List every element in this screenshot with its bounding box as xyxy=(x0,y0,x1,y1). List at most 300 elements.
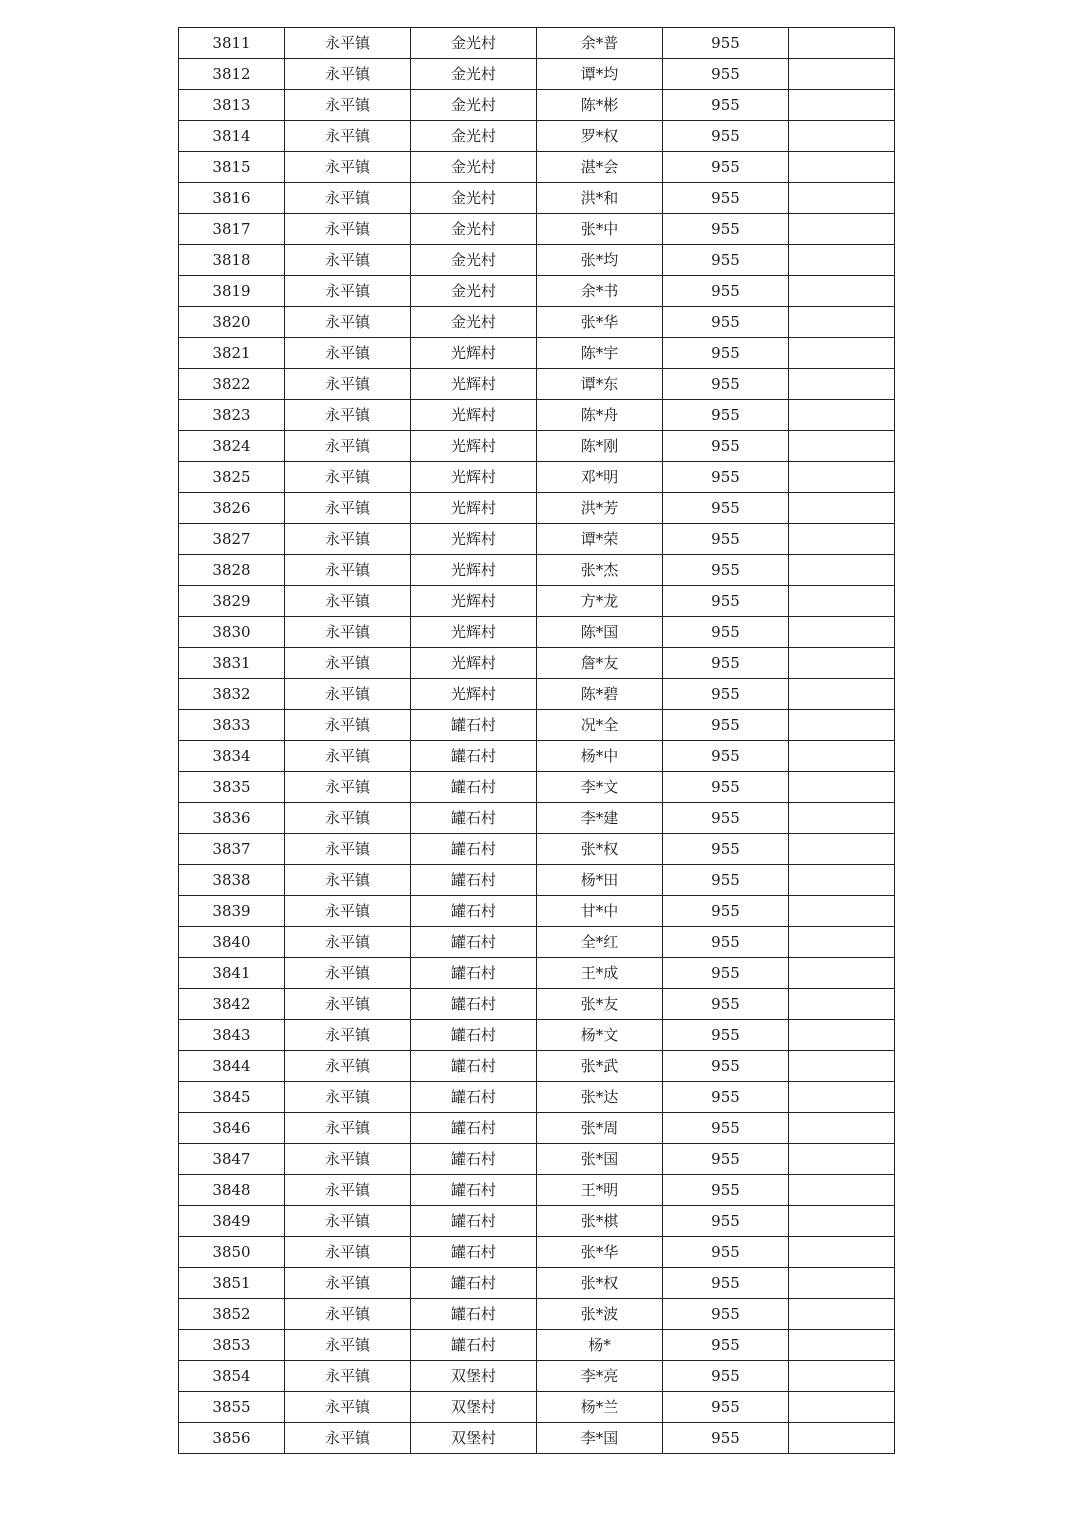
table-row xyxy=(179,1051,895,1082)
amount-cell: 955 xyxy=(663,1082,789,1113)
village-cell: 罐石村 xyxy=(411,1144,537,1175)
seq-cell: 3816 xyxy=(179,183,285,214)
seq-cell: 3853 xyxy=(179,1330,285,1361)
village-cell: 罐石村 xyxy=(411,1268,537,1299)
town-cell: 永平镇 xyxy=(285,989,411,1020)
amount-cell: 955 xyxy=(663,1330,789,1361)
town-cell: 永平镇 xyxy=(285,1051,411,1082)
remark-cell xyxy=(789,1113,895,1144)
table-row xyxy=(179,989,895,1020)
town-cell: 永平镇 xyxy=(285,245,411,276)
amount-cell: 955 xyxy=(663,710,789,741)
remark-cell xyxy=(789,648,895,679)
village-cell: 金光村 xyxy=(411,28,537,59)
remark-cell xyxy=(789,1299,895,1330)
amount-cell: 955 xyxy=(663,679,789,710)
town-cell: 永平镇 xyxy=(285,1268,411,1299)
remark-cell xyxy=(789,555,895,586)
amount-cell: 955 xyxy=(663,1175,789,1206)
table-row xyxy=(179,307,895,338)
town-cell: 永平镇 xyxy=(285,1299,411,1330)
village-cell: 光辉村 xyxy=(411,431,537,462)
amount-cell: 955 xyxy=(663,152,789,183)
town-cell: 永平镇 xyxy=(285,1237,411,1268)
amount-cell: 955 xyxy=(663,1206,789,1237)
name-cell: 张*国 xyxy=(537,1144,663,1175)
amount-cell: 955 xyxy=(663,834,789,865)
village-cell: 金光村 xyxy=(411,121,537,152)
village-cell: 光辉村 xyxy=(411,555,537,586)
records-table xyxy=(178,27,895,1454)
name-cell: 詹*友 xyxy=(537,648,663,679)
name-cell: 邓*明 xyxy=(537,462,663,493)
town-cell: 永平镇 xyxy=(285,1423,411,1454)
table-row xyxy=(179,741,895,772)
seq-cell: 3851 xyxy=(179,1268,285,1299)
table-row xyxy=(179,958,895,989)
table-row xyxy=(179,524,895,555)
amount-cell: 955 xyxy=(663,1144,789,1175)
seq-cell: 3821 xyxy=(179,338,285,369)
seq-cell: 3835 xyxy=(179,772,285,803)
seq-cell: 3824 xyxy=(179,431,285,462)
village-cell: 罐石村 xyxy=(411,834,537,865)
table-row xyxy=(179,1330,895,1361)
table-row xyxy=(179,927,895,958)
amount-cell: 955 xyxy=(663,648,789,679)
remark-cell xyxy=(789,927,895,958)
remark-cell xyxy=(789,679,895,710)
seq-cell: 3829 xyxy=(179,586,285,617)
table-row xyxy=(179,276,895,307)
remark-cell xyxy=(789,462,895,493)
town-cell: 永平镇 xyxy=(285,121,411,152)
seq-cell: 3826 xyxy=(179,493,285,524)
remark-cell xyxy=(789,1175,895,1206)
table-row xyxy=(179,772,895,803)
village-cell: 罐石村 xyxy=(411,1299,537,1330)
name-cell: 张*中 xyxy=(537,214,663,245)
village-cell: 罐石村 xyxy=(411,1206,537,1237)
amount-cell: 955 xyxy=(663,28,789,59)
town-cell: 永平镇 xyxy=(285,369,411,400)
table-row xyxy=(179,555,895,586)
name-cell: 张*波 xyxy=(537,1299,663,1330)
table-row xyxy=(179,1020,895,1051)
amount-cell: 955 xyxy=(663,803,789,834)
remark-cell xyxy=(789,1268,895,1299)
seq-cell: 3819 xyxy=(179,276,285,307)
village-cell: 光辉村 xyxy=(411,679,537,710)
table-row xyxy=(179,1237,895,1268)
amount-cell: 955 xyxy=(663,214,789,245)
village-cell: 光辉村 xyxy=(411,524,537,555)
amount-cell: 955 xyxy=(663,555,789,586)
name-cell: 陈*彬 xyxy=(537,90,663,121)
name-cell: 张*周 xyxy=(537,1113,663,1144)
seq-cell: 3840 xyxy=(179,927,285,958)
table-row xyxy=(179,834,895,865)
table-row xyxy=(179,710,895,741)
town-cell: 永平镇 xyxy=(285,1392,411,1423)
town-cell: 永平镇 xyxy=(285,1020,411,1051)
town-cell: 永平镇 xyxy=(285,803,411,834)
table-row xyxy=(179,1299,895,1330)
seq-cell: 3815 xyxy=(179,152,285,183)
name-cell: 陈*碧 xyxy=(537,679,663,710)
seq-cell: 3848 xyxy=(179,1175,285,1206)
seq-cell: 3845 xyxy=(179,1082,285,1113)
seq-cell: 3825 xyxy=(179,462,285,493)
remark-cell xyxy=(789,1020,895,1051)
remark-cell xyxy=(789,1144,895,1175)
name-cell: 杨* xyxy=(537,1330,663,1361)
town-cell: 永平镇 xyxy=(285,1175,411,1206)
amount-cell: 955 xyxy=(663,1299,789,1330)
table-row xyxy=(179,1113,895,1144)
town-cell: 永平镇 xyxy=(285,710,411,741)
table-row xyxy=(179,400,895,431)
amount-cell: 955 xyxy=(663,431,789,462)
amount-cell: 955 xyxy=(663,245,789,276)
village-cell: 罐石村 xyxy=(411,1051,537,1082)
name-cell: 张*友 xyxy=(537,989,663,1020)
village-cell: 金光村 xyxy=(411,214,537,245)
town-cell: 永平镇 xyxy=(285,865,411,896)
amount-cell: 955 xyxy=(663,338,789,369)
remark-cell xyxy=(789,152,895,183)
name-cell: 李*建 xyxy=(537,803,663,834)
table-row xyxy=(179,865,895,896)
amount-cell: 955 xyxy=(663,896,789,927)
town-cell: 永平镇 xyxy=(285,338,411,369)
town-cell: 永平镇 xyxy=(285,462,411,493)
remark-cell xyxy=(789,741,895,772)
town-cell: 永平镇 xyxy=(285,431,411,462)
seq-cell: 3838 xyxy=(179,865,285,896)
village-cell: 金光村 xyxy=(411,59,537,90)
remark-cell xyxy=(789,369,895,400)
table-row xyxy=(179,803,895,834)
seq-cell: 3856 xyxy=(179,1423,285,1454)
town-cell: 永平镇 xyxy=(285,524,411,555)
name-cell: 全*红 xyxy=(537,927,663,958)
name-cell: 洪*芳 xyxy=(537,493,663,524)
table-row xyxy=(179,1268,895,1299)
amount-cell: 955 xyxy=(663,183,789,214)
amount-cell: 955 xyxy=(663,90,789,121)
seq-cell: 3842 xyxy=(179,989,285,1020)
seq-cell: 3830 xyxy=(179,617,285,648)
remark-cell xyxy=(789,772,895,803)
village-cell: 金光村 xyxy=(411,276,537,307)
amount-cell: 955 xyxy=(663,989,789,1020)
village-cell: 光辉村 xyxy=(411,493,537,524)
table-row xyxy=(179,586,895,617)
seq-cell: 3841 xyxy=(179,958,285,989)
seq-cell: 3813 xyxy=(179,90,285,121)
remark-cell xyxy=(789,28,895,59)
seq-cell: 3837 xyxy=(179,834,285,865)
amount-cell: 955 xyxy=(663,307,789,338)
town-cell: 永平镇 xyxy=(285,493,411,524)
table-row xyxy=(179,121,895,152)
village-cell: 金光村 xyxy=(411,152,537,183)
remark-cell xyxy=(789,307,895,338)
remark-cell xyxy=(789,1330,895,1361)
remark-cell xyxy=(789,121,895,152)
village-cell: 光辉村 xyxy=(411,648,537,679)
amount-cell: 955 xyxy=(663,927,789,958)
table-row xyxy=(179,1144,895,1175)
table-row xyxy=(179,214,895,245)
amount-cell: 955 xyxy=(663,276,789,307)
village-cell: 罐石村 xyxy=(411,1237,537,1268)
name-cell: 方*龙 xyxy=(537,586,663,617)
seq-cell: 3820 xyxy=(179,307,285,338)
name-cell: 陈*舟 xyxy=(537,400,663,431)
remark-cell xyxy=(789,1392,895,1423)
remark-cell xyxy=(789,1082,895,1113)
amount-cell: 955 xyxy=(663,1020,789,1051)
name-cell: 杨*中 xyxy=(537,741,663,772)
table-row xyxy=(179,896,895,927)
village-cell: 金光村 xyxy=(411,245,537,276)
name-cell: 湛*会 xyxy=(537,152,663,183)
name-cell: 陈*国 xyxy=(537,617,663,648)
village-cell: 光辉村 xyxy=(411,617,537,648)
table-row xyxy=(179,1175,895,1206)
seq-cell: 3823 xyxy=(179,400,285,431)
table-row xyxy=(179,369,895,400)
name-cell: 余*普 xyxy=(537,28,663,59)
name-cell: 余*书 xyxy=(537,276,663,307)
name-cell: 李*文 xyxy=(537,772,663,803)
remark-cell xyxy=(789,90,895,121)
remark-cell xyxy=(789,896,895,927)
town-cell: 永平镇 xyxy=(285,1113,411,1144)
amount-cell: 955 xyxy=(663,524,789,555)
village-cell: 罐石村 xyxy=(411,1020,537,1051)
seq-cell: 3822 xyxy=(179,369,285,400)
name-cell: 张*华 xyxy=(537,1237,663,1268)
village-cell: 罐石村 xyxy=(411,927,537,958)
remark-cell xyxy=(789,834,895,865)
table-row xyxy=(179,59,895,90)
name-cell: 谭*均 xyxy=(537,59,663,90)
table-row xyxy=(179,1392,895,1423)
seq-cell: 3844 xyxy=(179,1051,285,1082)
village-cell: 罐石村 xyxy=(411,710,537,741)
town-cell: 永平镇 xyxy=(285,927,411,958)
name-cell: 李*国 xyxy=(537,1423,663,1454)
village-cell: 双堡村 xyxy=(411,1423,537,1454)
town-cell: 永平镇 xyxy=(285,183,411,214)
town-cell: 永平镇 xyxy=(285,741,411,772)
remark-cell xyxy=(789,803,895,834)
remark-cell xyxy=(789,865,895,896)
name-cell: 甘*中 xyxy=(537,896,663,927)
name-cell: 张*达 xyxy=(537,1082,663,1113)
amount-cell: 955 xyxy=(663,586,789,617)
table-row xyxy=(179,90,895,121)
table-row xyxy=(179,1361,895,1392)
seq-cell: 3846 xyxy=(179,1113,285,1144)
town-cell: 永平镇 xyxy=(285,276,411,307)
table-row xyxy=(179,1206,895,1237)
table-row xyxy=(179,152,895,183)
seq-cell: 3811 xyxy=(179,28,285,59)
seq-cell: 3814 xyxy=(179,121,285,152)
amount-cell: 955 xyxy=(663,1051,789,1082)
seq-cell: 3836 xyxy=(179,803,285,834)
remark-cell xyxy=(789,338,895,369)
town-cell: 永平镇 xyxy=(285,1144,411,1175)
seq-cell: 3854 xyxy=(179,1361,285,1392)
seq-cell: 3834 xyxy=(179,741,285,772)
village-cell: 罐石村 xyxy=(411,958,537,989)
town-cell: 永平镇 xyxy=(285,617,411,648)
remark-cell xyxy=(789,400,895,431)
table-row xyxy=(179,338,895,369)
seq-cell: 3818 xyxy=(179,245,285,276)
seq-cell: 3831 xyxy=(179,648,285,679)
seq-cell: 3847 xyxy=(179,1144,285,1175)
remark-cell xyxy=(789,493,895,524)
name-cell: 杨*兰 xyxy=(537,1392,663,1423)
town-cell: 永平镇 xyxy=(285,1330,411,1361)
village-cell: 罐石村 xyxy=(411,1113,537,1144)
town-cell: 永平镇 xyxy=(285,679,411,710)
town-cell: 永平镇 xyxy=(285,59,411,90)
town-cell: 永平镇 xyxy=(285,834,411,865)
seq-cell: 3827 xyxy=(179,524,285,555)
amount-cell: 955 xyxy=(663,121,789,152)
seq-cell: 3852 xyxy=(179,1299,285,1330)
name-cell: 张*杰 xyxy=(537,555,663,586)
amount-cell: 955 xyxy=(663,59,789,90)
seq-cell: 3855 xyxy=(179,1392,285,1423)
remark-cell xyxy=(789,59,895,90)
table-row xyxy=(179,679,895,710)
table-row xyxy=(179,28,895,59)
name-cell: 杨*田 xyxy=(537,865,663,896)
amount-cell: 955 xyxy=(663,1268,789,1299)
name-cell: 谭*东 xyxy=(537,369,663,400)
name-cell: 谭*荣 xyxy=(537,524,663,555)
town-cell: 永平镇 xyxy=(285,152,411,183)
name-cell: 张*均 xyxy=(537,245,663,276)
name-cell: 张*权 xyxy=(537,834,663,865)
amount-cell: 955 xyxy=(663,865,789,896)
seq-cell: 3839 xyxy=(179,896,285,927)
village-cell: 光辉村 xyxy=(411,462,537,493)
table-row xyxy=(179,462,895,493)
village-cell: 罐石村 xyxy=(411,1175,537,1206)
amount-cell: 955 xyxy=(663,1423,789,1454)
name-cell: 陈*宇 xyxy=(537,338,663,369)
amount-cell: 955 xyxy=(663,493,789,524)
table-row xyxy=(179,493,895,524)
remark-cell xyxy=(789,1051,895,1082)
table-row xyxy=(179,431,895,462)
seq-cell: 3849 xyxy=(179,1206,285,1237)
village-cell: 金光村 xyxy=(411,90,537,121)
table-row xyxy=(179,1423,895,1454)
town-cell: 永平镇 xyxy=(285,400,411,431)
remark-cell xyxy=(789,1237,895,1268)
village-cell: 双堡村 xyxy=(411,1361,537,1392)
seq-cell: 3832 xyxy=(179,679,285,710)
village-cell: 光辉村 xyxy=(411,369,537,400)
remark-cell xyxy=(789,245,895,276)
town-cell: 永平镇 xyxy=(285,1206,411,1237)
remark-cell xyxy=(789,989,895,1020)
remark-cell xyxy=(789,617,895,648)
town-cell: 永平镇 xyxy=(285,307,411,338)
table-row xyxy=(179,1082,895,1113)
amount-cell: 955 xyxy=(663,1392,789,1423)
town-cell: 永平镇 xyxy=(285,1082,411,1113)
town-cell: 永平镇 xyxy=(285,896,411,927)
name-cell: 王*明 xyxy=(537,1175,663,1206)
table-row xyxy=(179,183,895,214)
village-cell: 罐石村 xyxy=(411,865,537,896)
village-cell: 罐石村 xyxy=(411,989,537,1020)
village-cell: 光辉村 xyxy=(411,400,537,431)
amount-cell: 955 xyxy=(663,1237,789,1268)
name-cell: 杨*文 xyxy=(537,1020,663,1051)
town-cell: 永平镇 xyxy=(285,1361,411,1392)
village-cell: 罐石村 xyxy=(411,772,537,803)
name-cell: 陈*刚 xyxy=(537,431,663,462)
amount-cell: 955 xyxy=(663,462,789,493)
town-cell: 永平镇 xyxy=(285,214,411,245)
seq-cell: 3843 xyxy=(179,1020,285,1051)
table-row xyxy=(179,648,895,679)
town-cell: 永平镇 xyxy=(285,648,411,679)
remark-cell xyxy=(789,214,895,245)
name-cell: 张*权 xyxy=(537,1268,663,1299)
amount-cell: 955 xyxy=(663,741,789,772)
remark-cell xyxy=(789,958,895,989)
remark-cell xyxy=(789,1423,895,1454)
seq-cell: 3817 xyxy=(179,214,285,245)
amount-cell: 955 xyxy=(663,617,789,648)
name-cell: 洪*和 xyxy=(537,183,663,214)
table-row xyxy=(179,245,895,276)
village-cell: 罐石村 xyxy=(411,803,537,834)
village-cell: 金光村 xyxy=(411,183,537,214)
village-cell: 双堡村 xyxy=(411,1392,537,1423)
seq-cell: 3850 xyxy=(179,1237,285,1268)
village-cell: 光辉村 xyxy=(411,586,537,617)
remark-cell xyxy=(789,431,895,462)
amount-cell: 955 xyxy=(663,772,789,803)
town-cell: 永平镇 xyxy=(285,555,411,586)
village-cell: 罐石村 xyxy=(411,1082,537,1113)
amount-cell: 955 xyxy=(663,369,789,400)
records-table-body xyxy=(179,28,895,1454)
name-cell: 李*亮 xyxy=(537,1361,663,1392)
village-cell: 罐石村 xyxy=(411,741,537,772)
remark-cell xyxy=(789,1361,895,1392)
name-cell: 况*全 xyxy=(537,710,663,741)
village-cell: 光辉村 xyxy=(411,338,537,369)
remark-cell xyxy=(789,276,895,307)
table-row xyxy=(179,617,895,648)
name-cell: 张*武 xyxy=(537,1051,663,1082)
